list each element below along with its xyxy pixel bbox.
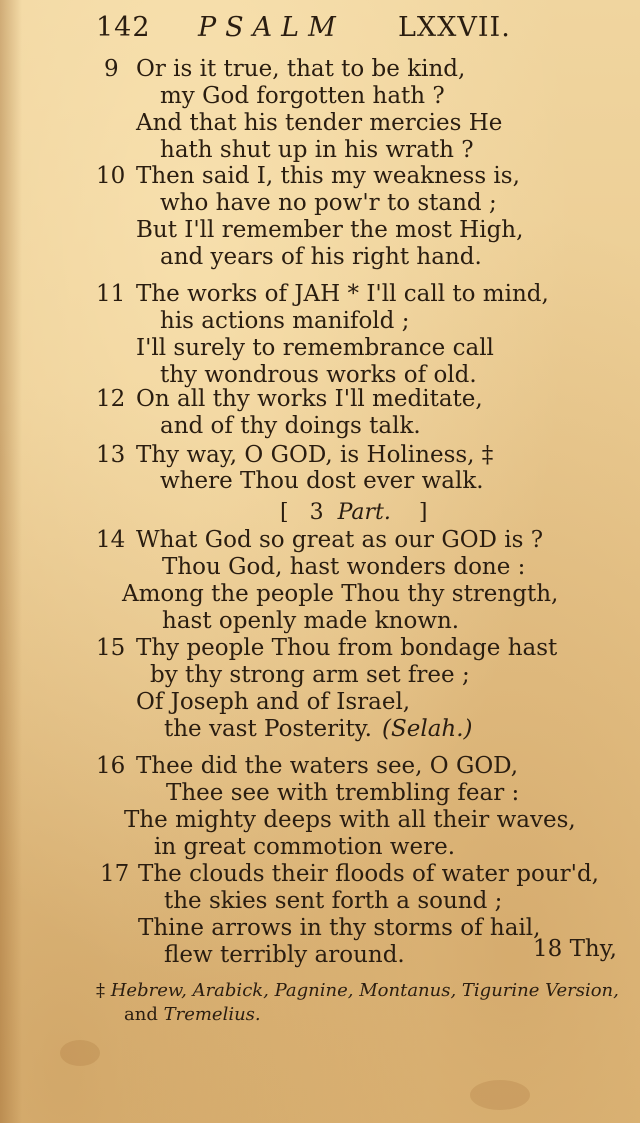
verse-line: by thy strong arm set free ;: [150, 662, 470, 688]
verse-line: Thee see with trembling fear :: [166, 780, 520, 806]
page-number: 142: [96, 12, 151, 43]
verse-line: in great commotion were.: [154, 834, 456, 860]
verse-line: where Thou dost ever walk.: [160, 468, 484, 494]
verse-line: hast openly made known.: [162, 608, 460, 634]
verse-number: 11: [96, 281, 126, 307]
verse-line: hath shut up in his wrath ?: [160, 137, 474, 163]
running-title: PSALM: [198, 12, 345, 43]
verse-line: the skies sent forth a sound ;: [164, 888, 503, 914]
verse-number: 9: [104, 56, 119, 82]
part-heading: [280, 500, 427, 525]
part-number: 3: [309, 500, 324, 525]
verse-line: The works of JAH * I'll call to mind,: [136, 281, 549, 307]
verse-line: What God so great as our GOD is ?: [136, 527, 544, 553]
verse-line: his actions manifold ;: [160, 308, 410, 334]
verse-line: the vast Posterity.: [164, 716, 372, 742]
verse-line: Thou God, hast wonders done :: [162, 554, 526, 580]
verse-line: Then said I, this my weakness is,: [136, 163, 520, 189]
verse-line: who have no pow'r to stand ;: [160, 190, 497, 216]
verse-line: thy wondrous works of old.: [160, 362, 477, 388]
verse-line: Thy way, O GOD, is Holiness, ‡: [136, 442, 494, 468]
psalm-number: LXXVII.: [398, 12, 511, 43]
selah-note: (Selah.): [382, 716, 473, 742]
running-header: [0, 8, 640, 48]
verse-number: 17: [100, 861, 130, 887]
verse-line: Among the people Thou thy strength,: [122, 581, 559, 607]
verse-line: The clouds their floods of water pour'd,: [138, 861, 599, 887]
verse-line: Thy people Thou from bondage hast: [136, 635, 558, 661]
foxing-spot: [470, 1080, 530, 1110]
verse-line: and of thy doings talk.: [160, 413, 421, 439]
part-open-bracket: [: [280, 500, 289, 525]
verse-line: And that his tender mercies He: [136, 110, 503, 136]
verse-number: 15: [96, 635, 126, 661]
verse-line: On all thy works I'll meditate,: [136, 386, 483, 412]
verse-number: 13: [96, 442, 126, 468]
part-close-bracket: ]: [418, 500, 428, 525]
footnote-line-2: [124, 1004, 261, 1025]
footnote-text: Hebrew, Arabick, Pagnine, Montanus, Tigurine Version,: [110, 980, 619, 1001]
verse-number: 12: [96, 386, 126, 412]
double-dagger-mark: ‡: [96, 980, 105, 1001]
verse-line: my God forgotten hath ?: [160, 83, 445, 109]
catchword: 18 Thy,: [533, 936, 617, 962]
footnote-name: Tremelius.: [163, 1004, 261, 1025]
verse-line: The mighty deeps with all their waves,: [124, 807, 576, 833]
verse-line: Or is it true, that to be kind,: [136, 56, 466, 82]
foxing-spot: [60, 1040, 100, 1066]
verse-line: flew terribly around.: [164, 942, 405, 968]
verse-number: 10: [96, 163, 126, 189]
verse-number: 14: [96, 527, 126, 553]
verse-line: and years of his right hand.: [160, 244, 482, 270]
verse-line: Of Joseph and of Israel,: [136, 689, 411, 715]
page-edge-shadow: [0, 0, 22, 1123]
footnote-line-1: [96, 980, 619, 1001]
verse-line: But I'll remember the most High,: [136, 217, 524, 243]
verse-line: Thee did the waters see, O GOD,: [136, 753, 519, 779]
footnote-and: and: [124, 1004, 158, 1025]
verse-line: Thine arrows in thy storms of hail,: [138, 915, 541, 941]
verse-line: I'll surely to remembrance call: [136, 335, 494, 361]
part-label: Part.: [337, 500, 391, 525]
verse-number: 16: [96, 753, 126, 779]
